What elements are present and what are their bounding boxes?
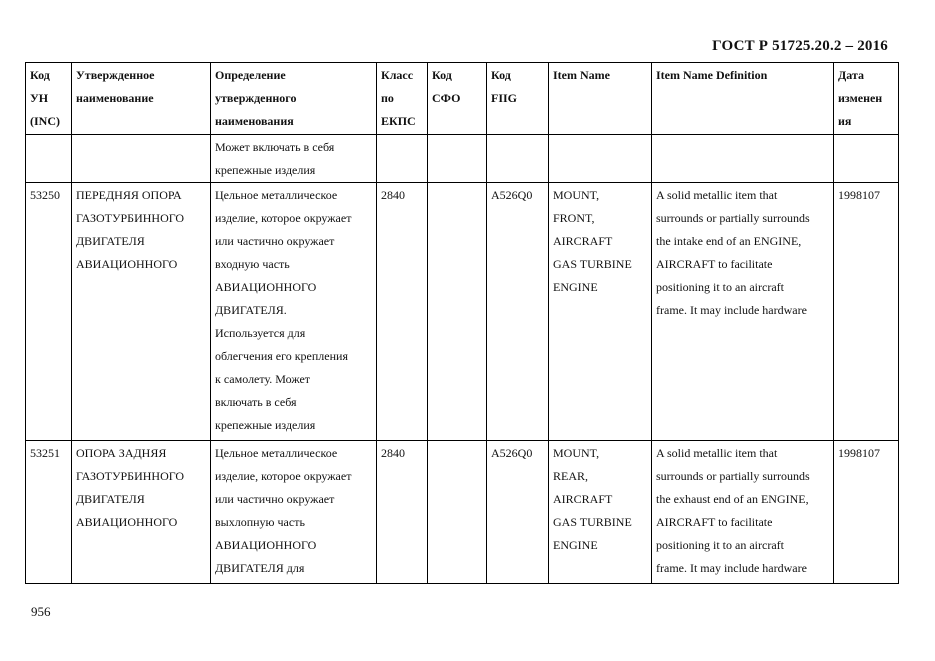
document-standard-header: ГОСТ Р 51725.20.2 – 2016: [712, 38, 888, 54]
table-row: [26, 441, 899, 584]
cell-approved-name: ОПОРА ЗАДНЯЯ ГАЗОТУРБИННОГО ДВИГАТЕЛЯ АВИАЦИОННОГО: [72, 441, 211, 584]
cell-fiig: A526Q0: [487, 441, 549, 584]
cell-item-definition: [652, 135, 834, 183]
cell-date: [834, 135, 899, 183]
cell-inc: [26, 135, 72, 183]
cell-ekps-class: 2840: [377, 441, 428, 584]
cell-definition: Цельное металлическое изделие, которое окружает или частично окружает выхлопную часть АВИАЦИОННОГО ДВИГАТЕЛЯ для: [211, 441, 377, 584]
header-definition: Определение утвержденного наименования: [211, 63, 377, 135]
header-item-name: Item Name: [549, 63, 652, 135]
page-number: 956: [31, 604, 51, 619]
cell-inc: 53250: [26, 183, 72, 441]
header-ekps-class: Класс по ЕКПС: [377, 63, 428, 135]
cell-sfo-code: [428, 441, 487, 584]
header-fiig: Код FIIG: [487, 63, 549, 135]
cell-date: 1998107: [834, 441, 899, 584]
cell-definition: Может включать в себя крепежные изделия: [211, 135, 377, 183]
cell-approved-name: [72, 135, 211, 183]
table-header-row: [26, 63, 899, 135]
cell-fiig: [487, 135, 549, 183]
cell-inc: 53251: [26, 441, 72, 584]
cell-ekps-class: 2840: [377, 183, 428, 441]
cell-date: 1998107: [834, 183, 899, 441]
cell-definition: Цельное металлическое изделие, которое окружает или частично окружает входную часть АВИАЦИОННОГО ДВИГАТЕЛЯ. Используется для облегчения его крепления к самолету. Может включать в себя крепежные изделия: [211, 183, 377, 441]
cell-item-name: MOUNT, REAR, AIRCRAFT GAS TURBINE ENGINE: [549, 441, 652, 584]
catalog-table: [25, 62, 899, 584]
cell-item-definition: A solid metallic item that surrounds or partially surrounds the intake end of an ENGINE, AIRCRAFT to facilitate positioning it to an aircraft frame. It may include hardware: [652, 183, 834, 441]
cell-ekps-class: [377, 135, 428, 183]
header-sfo-code: Код СФО: [428, 63, 487, 135]
cell-approved-name: ПЕРЕДНЯЯ ОПОРА ГАЗОТУРБИННОГО ДВИГАТЕЛЯ АВИАЦИОННОГО: [72, 183, 211, 441]
cell-sfo-code: [428, 183, 487, 441]
header-change-date: Дата изменен ия: [834, 63, 899, 135]
table-row: [26, 183, 899, 441]
header-item-name-definition: Item Name Definition: [652, 63, 834, 135]
header-inc: Код УН (INC): [26, 63, 72, 135]
cell-item-name: [549, 135, 652, 183]
cell-item-definition: A solid metallic item that surrounds or partially surrounds the exhaust end of an ENGINE, AIRCRAFT to facilitate positioning it to an aircraft frame. It may include hardware: [652, 441, 834, 584]
cell-item-name: MOUNT, FRONT, AIRCRAFT GAS TURBINE ENGINE: [549, 183, 652, 441]
table-row-continuation: [26, 135, 899, 183]
cell-sfo-code: [428, 135, 487, 183]
cell-fiig: A526Q0: [487, 183, 549, 441]
header-approved-name: Утвержденное наименование: [72, 63, 211, 135]
